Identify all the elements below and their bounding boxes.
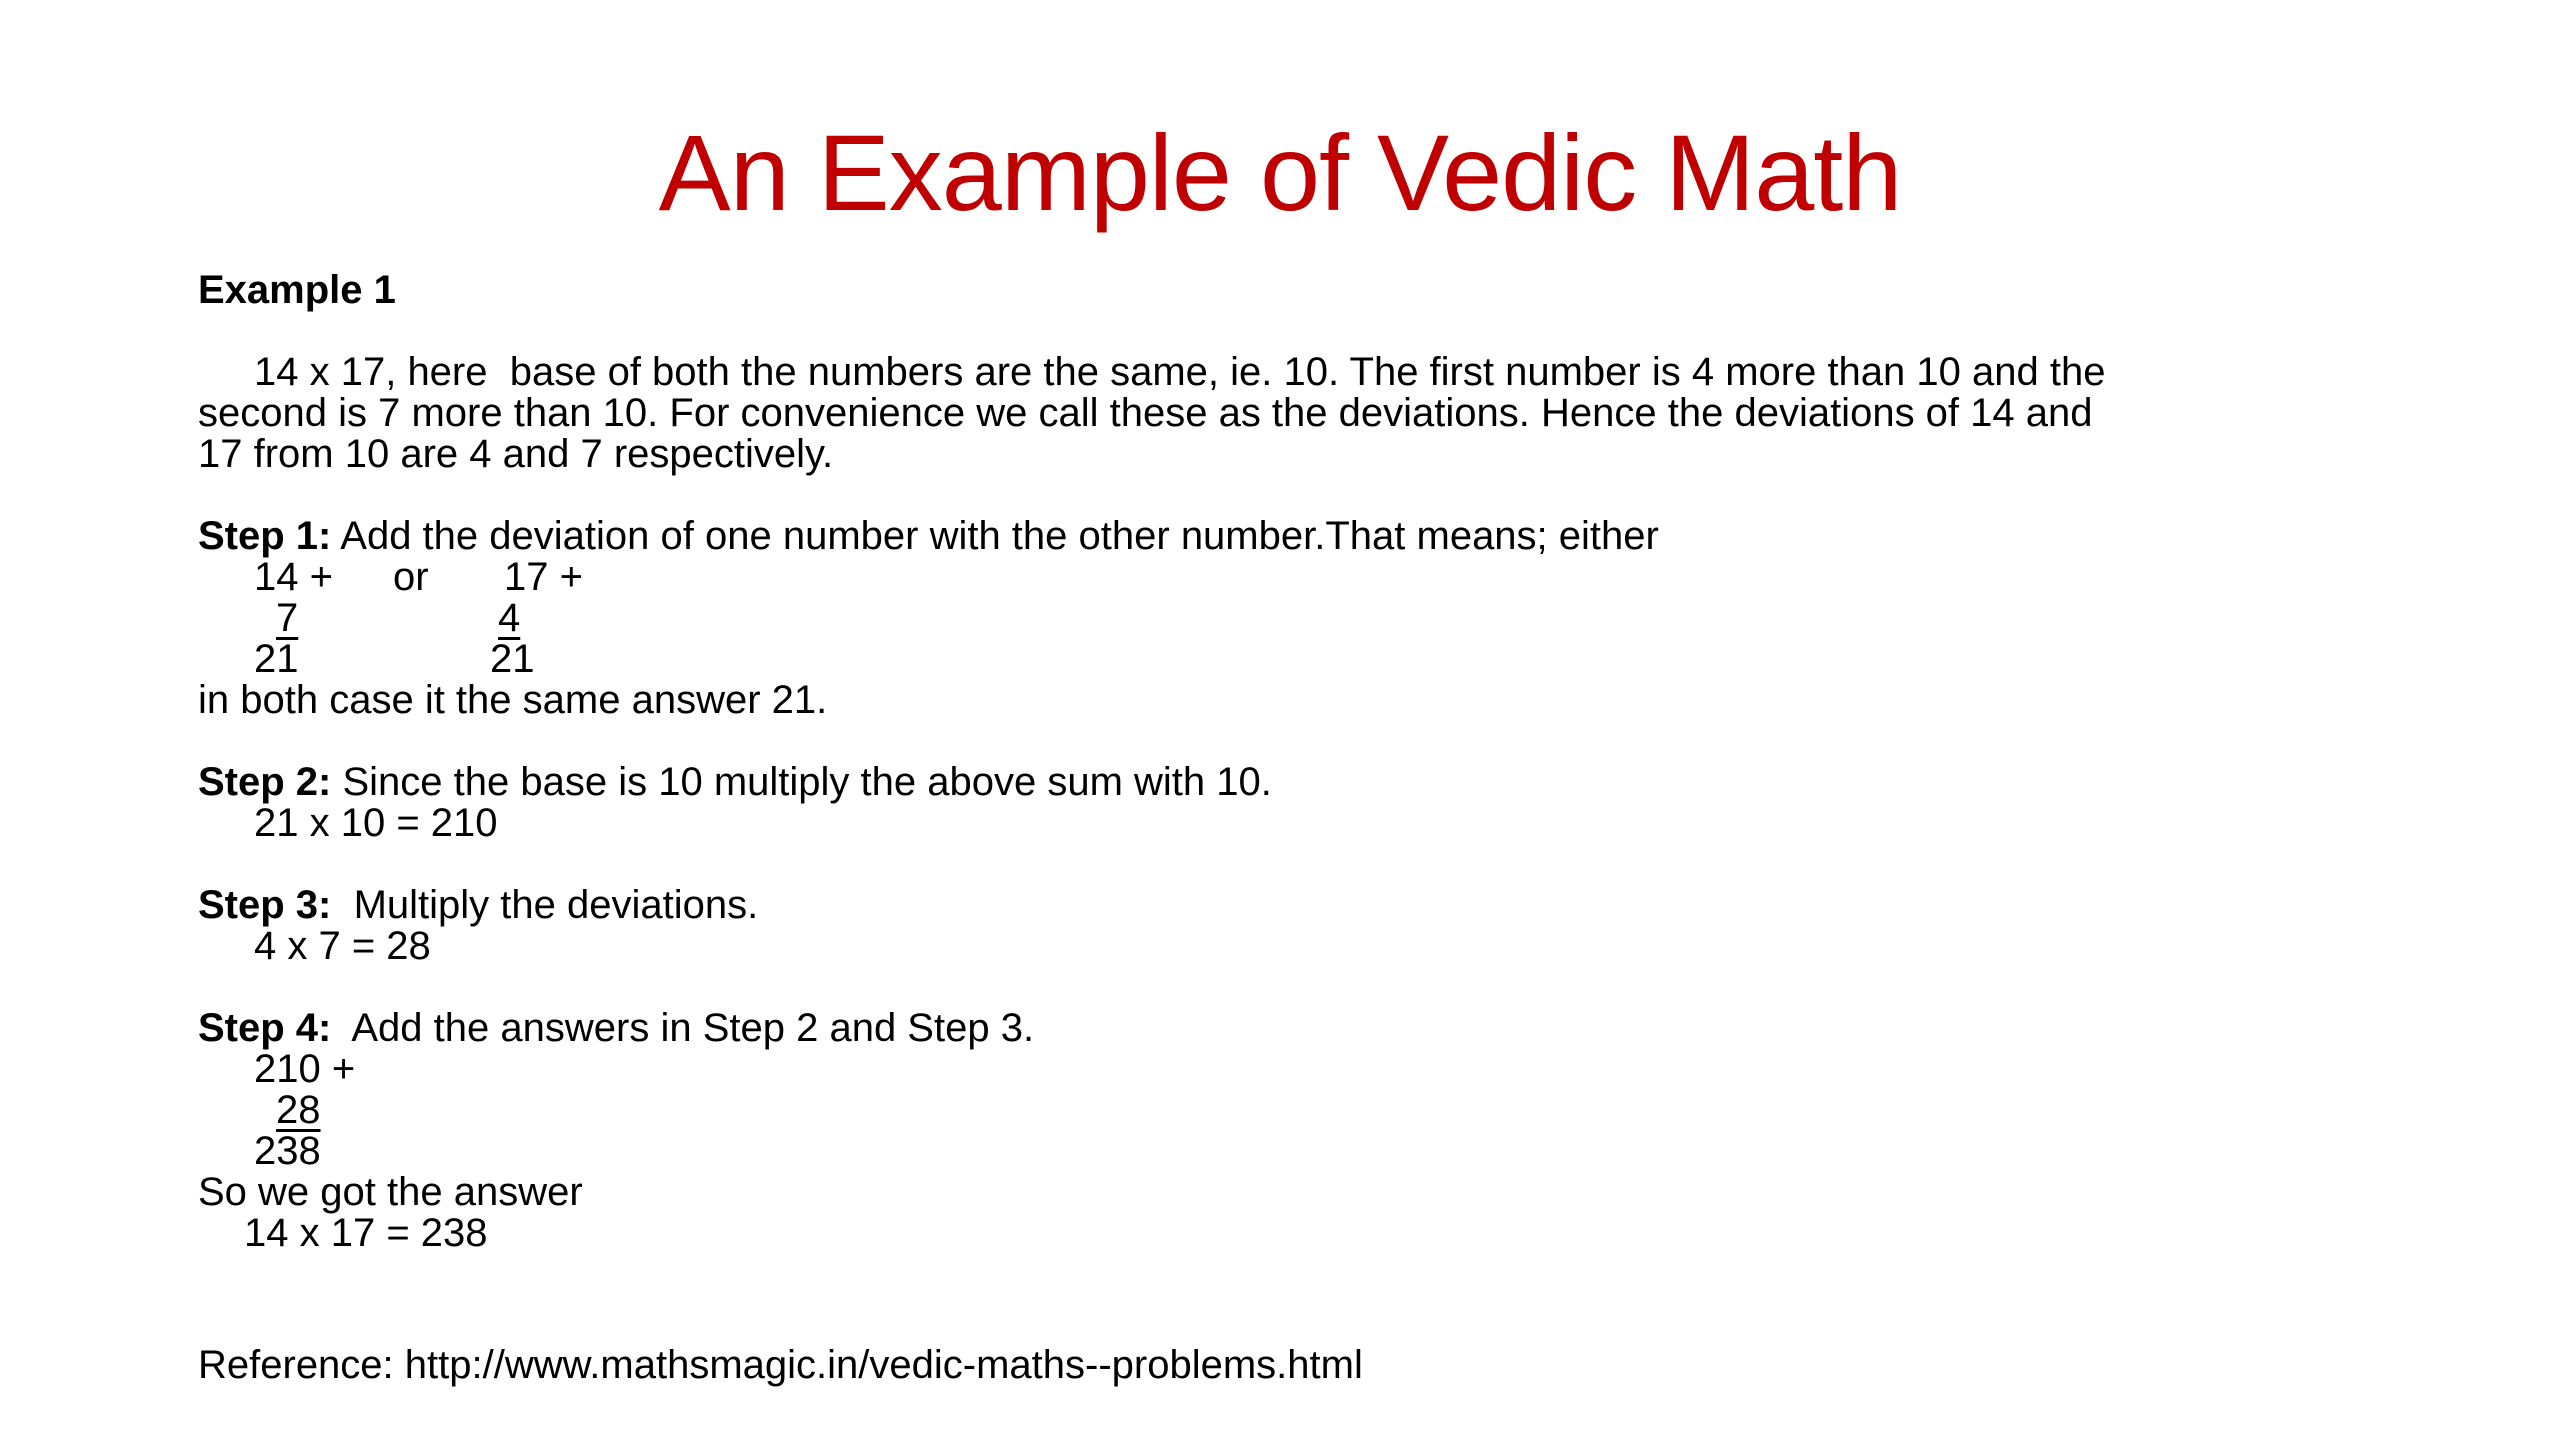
step4-add-row	[198, 1090, 2438, 1131]
step3-label: Step 3:	[198, 883, 332, 927]
step1-or: or	[393, 555, 429, 599]
step1-text: Add the deviation of one number with the other number.That means; either	[331, 514, 1659, 558]
step1-line	[198, 516, 2438, 557]
step4-line	[198, 1008, 2438, 1049]
step1-addition-row-add	[198, 598, 2438, 639]
step4-top: 210 +	[254, 1047, 356, 1091]
step1-addition-row-top	[198, 557, 2438, 598]
step4-text: Add the answers in Step 2 and Step 3.	[331, 1006, 1035, 1050]
answer-intro: So we got the answer	[198, 1170, 583, 1214]
step1-conclusion: in both case it the same answer 21.	[198, 678, 828, 722]
step1-label: Step 1:	[198, 514, 332, 558]
step2-label: Step 2:	[198, 760, 332, 804]
step3-calc: 4 x 7 = 28	[254, 924, 431, 968]
reference-line: Reference: http://www.mathsmagic.in/vedic-maths--problems.html	[198, 1343, 1363, 1387]
slide-body	[198, 270, 2438, 1254]
step3-text: Multiply the deviations.	[331, 883, 759, 927]
step2-line	[198, 762, 2438, 803]
step1-right-sum: 21	[490, 637, 535, 681]
step1-left-top: 14 +	[254, 555, 333, 599]
intro-line-1: 14 x 17, here base of both the numbers are the same, ie. 10. The first number is 4 more than 10 and the	[254, 350, 2106, 394]
slide-title: An Example of Vedic Math	[658, 112, 1902, 233]
step2-text: Since the base is 10 multiply the above sum with 10.	[331, 760, 1272, 804]
step3-line	[198, 885, 2438, 926]
step1-addition-row-sum	[198, 639, 2438, 680]
step1-right-add: 4	[498, 596, 521, 640]
final-answer: 14 x 17 = 238	[244, 1211, 488, 1255]
step2-calc: 21 x 10 = 210	[254, 801, 498, 845]
step4-label: Step 4:	[198, 1006, 332, 1050]
intro-line-3: 17 from 10 are 4 and 7 respectively.	[198, 432, 834, 476]
intro-line-2: second is 7 more than 10. For convenience we call these as the deviations. Hence the deviations of 14 and	[198, 391, 2093, 435]
example-heading: Example 1	[198, 268, 396, 312]
step1-left-add: 7	[276, 596, 299, 640]
step1-right-top: 17 +	[504, 555, 583, 599]
step4-sum: 238	[254, 1129, 321, 1173]
step1-left-sum: 21	[254, 637, 299, 681]
step4-add: 28	[276, 1088, 321, 1132]
